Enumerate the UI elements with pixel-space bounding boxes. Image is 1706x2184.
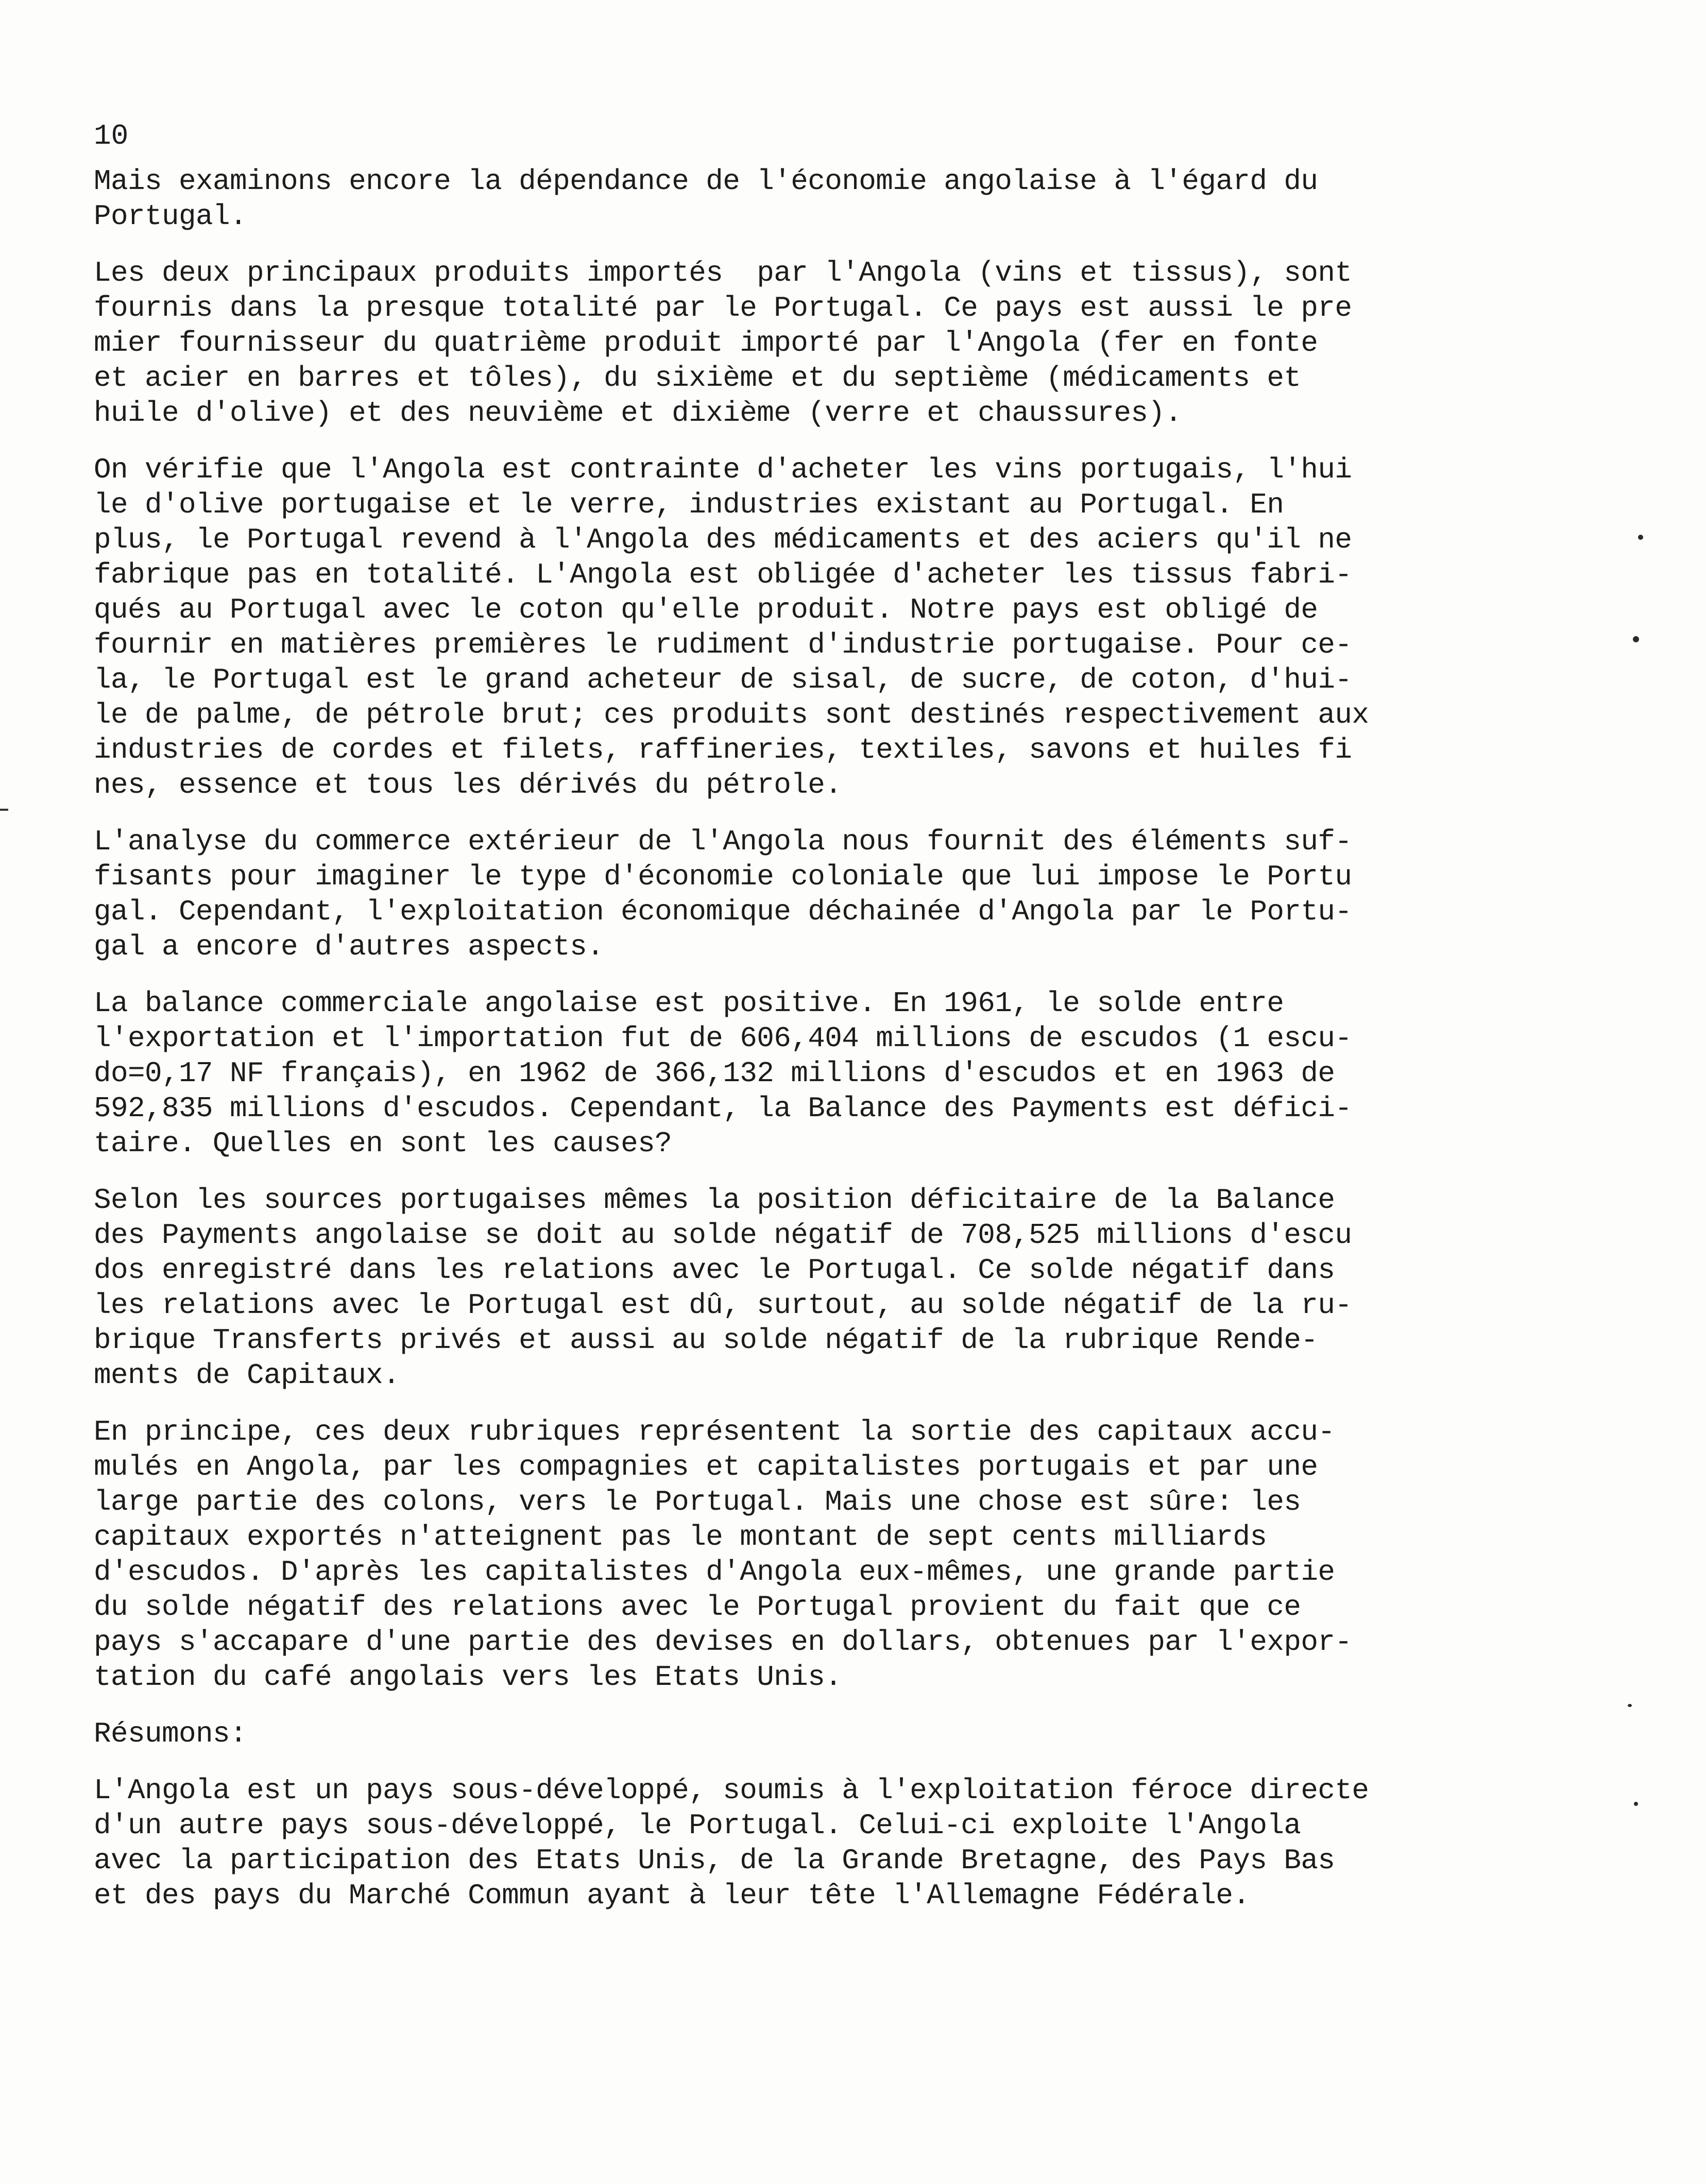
- text-line: des Payments angolaise se doit au solde négatif de 708,525 millions d'escu: [94, 1219, 1352, 1252]
- text-line: fabrique pas en totalité. L'Angola est obligée d'acheter les tissus fabri-: [94, 558, 1352, 591]
- text-line: avec la participation des Etats Unis, de la Grande Bretagne, des Pays Bas: [94, 1844, 1335, 1877]
- text-line: mier fournisseur du quatrième produit importé par l'Angola (fer en fonte: [94, 327, 1318, 360]
- text-line: L'analyse du commerce extérieur de l'Angola nous fournit des éléments suf-: [94, 825, 1352, 858]
- text-line: L'Angola est un pays sous-développé, soumis à l'exploitation féroce directe: [94, 1774, 1369, 1807]
- text-line: On vérifie que l'Angola est contrainte d'acheter les vins portugais, l'hui: [94, 453, 1352, 486]
- text-line: nes, essence et tous les dérivés du pétrole.: [94, 769, 842, 801]
- text-line: huile d'olive) et des neuvième et dixième (verre et chaussures).: [94, 397, 1182, 430]
- paragraph-9: [94, 1773, 1402, 1913]
- text-line: brique Transferts privés et aussi au solde négatif de la rubrique Rende-: [94, 1324, 1318, 1357]
- text-line: d'un autre pays sous-développé, le Portugal. Celui-ci exploite l'Angola: [94, 1809, 1301, 1842]
- section-heading: [94, 1716, 1402, 1751]
- text-line: gal a encore d'autres aspects.: [94, 930, 604, 963]
- margin-mark: [0, 809, 8, 811]
- paragraph-4: [94, 824, 1402, 964]
- text-line: gal. Cependant, l'exploitation économique déchainée d'Angola par le Portu-: [94, 895, 1352, 928]
- text-line: le d'olive portugaise et le verre, industries existant au Portugal. En: [94, 488, 1284, 521]
- text-line: En principe, ces deux rubriques représentent la sortie des capitaux accu-: [94, 1415, 1335, 1448]
- paragraph-6: [94, 1183, 1402, 1393]
- paper-speck: [1638, 535, 1643, 540]
- paragraph-2: [94, 255, 1402, 431]
- text-line: le de palme, de pétrole brut; ces produits sont destinés respectivement aux: [94, 698, 1369, 731]
- paragraph-3: [94, 452, 1402, 803]
- paper-speck: [1633, 636, 1639, 642]
- paragraph-1: [94, 164, 1402, 234]
- paragraph-5: [94, 986, 1402, 1161]
- text-line: plus, le Portugal revend à l'Angola des médicaments et des aciers qu'il ne: [94, 523, 1352, 556]
- text-line: Selon les sources portugaises mêmes la position déficitaire de la Balance: [94, 1184, 1335, 1217]
- paragraph-7: [94, 1414, 1402, 1695]
- text-line: La balance commerciale angolaise est positive. En 1961, le solde entre: [94, 987, 1284, 1020]
- page-number: 10: [94, 120, 129, 152]
- text-line: les relations avec le Portugal est dû, surtout, au solde négatif de la ru-: [94, 1289, 1352, 1322]
- text-line: taire. Quelles en sont les causes?: [94, 1127, 672, 1160]
- text-line: Les deux principaux produits importés par l'Angola (vins et tissus), sont: [94, 257, 1352, 289]
- text-line: et acier en barres et tôles), du sixième et du septième (médicaments et: [94, 362, 1301, 395]
- text-line: 592,835 millions d'escudos. Cependant, la Balance des Payments est défici-: [94, 1092, 1352, 1125]
- text-line: do=0,17 NF français), en 1962 de 366,132 millions d'escudos et en 1963 de: [94, 1057, 1335, 1090]
- text-line: du solde négatif des relations avec le Portugal provient du fait que ce: [94, 1591, 1301, 1624]
- text-line: d'escudos. D'après les capitalistes d'Angola eux-mêmes, une grande partie: [94, 1556, 1335, 1589]
- paper-speck: [1634, 1802, 1638, 1806]
- text-line: fisants pour imaginer le type d'économie coloniale que lui impose le Portu: [94, 860, 1352, 893]
- text-line: Portugal.: [94, 200, 247, 233]
- text-line: fournir en matières premières le rudiment d'industrie portugaise. Pour ce-: [94, 628, 1352, 661]
- heading-line: Résumons:: [94, 1717, 247, 1750]
- paper-speck: [1628, 1704, 1632, 1707]
- text-line: dos enregistré dans les relations avec le Portugal. Ce solde négatif dans: [94, 1254, 1335, 1287]
- text-line: large partie des colons, vers le Portugal. Mais une chose est sûre: les: [94, 1486, 1301, 1518]
- text-line: qués au Portugal avec le coton qu'elle produit. Notre pays est obligé de: [94, 593, 1318, 626]
- body-text: [94, 164, 1402, 1935]
- text-line: industries de cordes et filets, raffineries, textiles, savons et huiles fi: [94, 733, 1352, 766]
- text-line: fournis dans la presque totalité par le Portugal. Ce pays est aussi le pre: [94, 292, 1352, 325]
- text-line: tation du café angolais vers les Etats Unis.: [94, 1661, 842, 1694]
- text-line: l'exportation et l'importation fut de 606,404 millions de escudos (1 escu-: [94, 1022, 1352, 1055]
- text-line: ments de Capitaux.: [94, 1359, 400, 1392]
- text-line: mulés en Angola, par les compagnies et capitalistes portugais et par une: [94, 1451, 1318, 1483]
- text-line: capitaux exportés n'atteignent pas le montant de sept cents milliards: [94, 1521, 1267, 1554]
- text-line: la, le Portugal est le grand acheteur de sisal, de sucre, de coton, d'hui-: [94, 663, 1352, 696]
- text-line: et des pays du Marché Commun ayant à leur tête l'Allemagne Fédérale.: [94, 1879, 1250, 1912]
- text-line: pays s'accapare d'une partie des devises en dollars, obtenues par l'expor-: [94, 1626, 1352, 1659]
- text-line: Mais examinons encore la dépendance de l'économie angolaise à l'égard du: [94, 165, 1318, 198]
